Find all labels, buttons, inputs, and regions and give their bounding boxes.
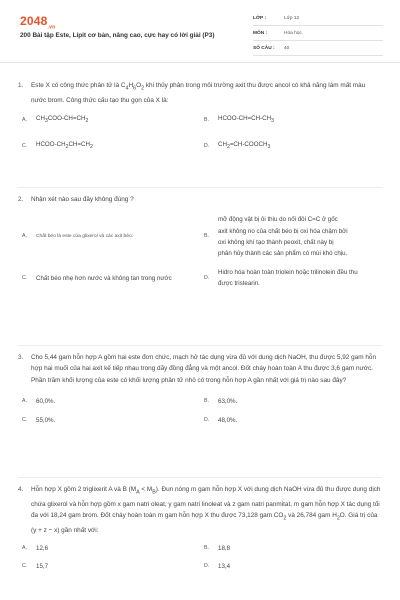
logo-suffix: .vn [47, 24, 56, 31]
meta-count-row [253, 44, 383, 56]
option-d[interactable]: D. $CH_2=CH-COOCH_3$ [204, 141, 271, 151]
question-1 [18, 80, 382, 162]
question-2 [18, 194, 382, 298]
header [0, 0, 400, 63]
option-b[interactable]: B. mỡ động vật bị ôi thiu do nối đôi C=C ở gốc axit không no của chất béo bị oxi hóa chậm bởi oxi không khí tạo thành peoxit, chất này bị phân hủy thành các sản phẩm có mùi khó chịu. [204, 216, 348, 258]
document-title: 200 Bài tập Este, Lipit cơ bản, nâng cao, cực hay có lời giải (P3) [20, 32, 215, 39]
divider [18, 345, 382, 346]
divider [18, 187, 382, 188]
count-value: 40 [284, 46, 290, 51]
option-a[interactable]: A. Chất béo là este của glixerol và các axit béo. [22, 233, 134, 240]
count-label: SỐ CÂU : [253, 46, 275, 51]
option-c[interactable]: C. 55,0%. [22, 417, 56, 425]
question-text: Hỗn hợp X gồm 2 triglixerit A và B $(M_A < M_B)$. Đun nóng m gam hỗn hợp X với dung dịch NaOH vừa đủ thu được dung dịch chứa glixerol và hỗn hợp gồm x gam natri oleat, y gam natri linoleat và z gam natri panmitat, m gam hỗn hợp X tác dụng tối đa với 18,24 gam brom. Đốt cháy hoàn toàn m gam hỗn hợp X thu được 73,128 gam $CO_2$ và 26,784 gam $H_2O$. Giá trị của (y + z − x) gần nhất với: [31, 486, 381, 534]
option-d[interactable]: D. 13,4 [204, 563, 231, 571]
subject-label: MÔN : [253, 31, 268, 36]
question-text: Este X có công thức phân tử là $C_4H_6O_2$ khi thủy phân trong môi trường axit thu được ancol có khả năng làm mất màu nước brom. Công thức cấu tạo thu gọn của X là: [31, 82, 366, 104]
option-c[interactable]: C. 15,7 [22, 563, 49, 571]
option-b[interactable]: B. 18,8 [204, 545, 231, 553]
question-4 [18, 484, 382, 580]
question-text: Nhận xét nào sau đây không đúng ? [31, 196, 134, 203]
question-number: 4. [18, 486, 24, 493]
option-b[interactable]: B. 63,0%. [204, 398, 238, 406]
option-b[interactable]: B. HCOO-$CH=CH-CH_3$ [204, 115, 274, 125]
option-d[interactable]: D. 48,0%. [204, 417, 238, 425]
question-number: 3. [18, 354, 24, 361]
site-logo[interactable] [20, 14, 55, 30]
subject-value: Hóa học [284, 31, 302, 36]
meta-info [253, 14, 383, 59]
class-value: Lớp 12 [284, 16, 300, 21]
option-c[interactable]: C. HCOO-$CH_2CH=CH_2$ [22, 141, 93, 151]
divider [18, 477, 382, 478]
question-number: 1. [18, 82, 24, 89]
class-label: LỚP : [253, 16, 267, 21]
option-a[interactable]: A. $CH_3COO-CH=CH_2$ [22, 115, 89, 125]
question-number: 2. [18, 196, 24, 203]
option-d[interactable]: D. Hidro hóa hoàn toàn triolein hoặc trilinolein đều thu được tristearin. [204, 269, 358, 288]
option-a[interactable]: A. 60,0%. [22, 398, 56, 406]
option-c[interactable]: C. Chất béo nhẹ hơn nước và không tan trong nước [22, 274, 172, 282]
question-3 [18, 352, 382, 434]
meta-subject-row [253, 29, 383, 41]
question-text: Cho 5,44 gam hỗn hợp A gồm hai este đơn chức, mạch hở tác dụng vừa đủ với dung dịch NaOH, thu được 5,92 gam hỗn hợp hai muối của hai axit kế tiếp nhau trong dãy đồng đẳng và một ancol. Đốt cháy hoàn toàn A thu được 3,6 gam nước. Phần trăm khối lượng của este có khối lượng phân tử nhỏ có trong hỗn hợp A gần nhất với giá trị nào sau đây? [31, 354, 376, 384]
meta-class-row [253, 14, 383, 26]
option-a[interactable]: A. 12,6 [22, 545, 49, 553]
logo-text: 2048 [20, 14, 48, 28]
